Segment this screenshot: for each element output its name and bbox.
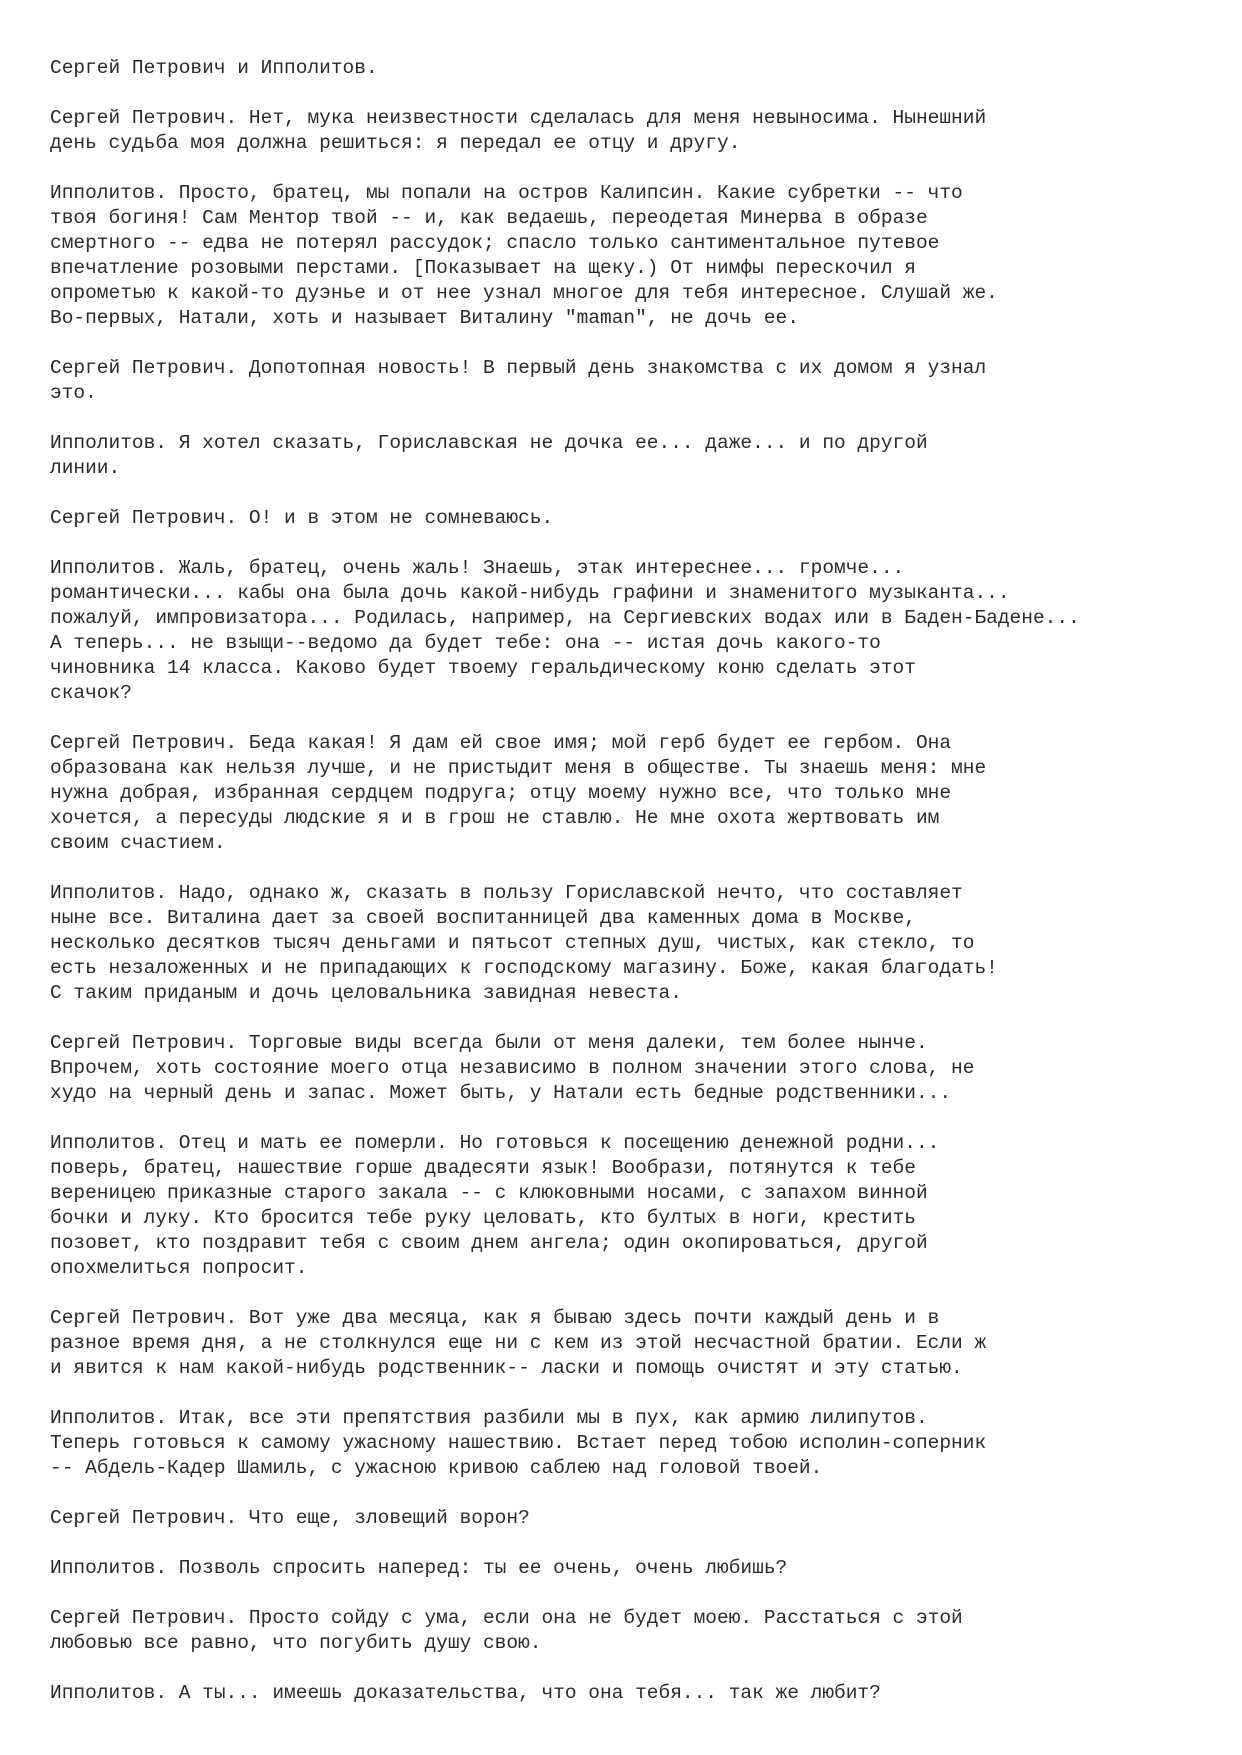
paragraph: Сергей Петрович. Просто сойду с ума, если она не будет моею. Расстаться с этой любовью все равно, что погубить душу свою. (50, 1607, 963, 1654)
paragraph: Ипполитов. Отец и мать ее померли. Но готовься к посещению денежной родни... поверь, братец, нашествие горше двадесяти язык! Вообрази, потянутся к тебе вереницею приказные старого закала -- с клюковными носами, с запахом винной бочки и луку. Кто бросится тебе руку целовать, кто бултых в ноги, крестить позовет, кто поздравит тебя с своим днем ангела; один окопироваться, другой опохмелиться попросит. (50, 1132, 940, 1279)
paragraph: Ипполитов. Надо, однако ж, сказать в пользу Гориславской нечто, что составляет ныне все. Виталина дает за своей воспитанницей два каменных дома в Москве, несколько десятков тысяч деньгами и пятьсот степных душ, чистых, как стекло, то есть незаложенных и не припадающих к господскому магазину. Боже, какая благодать! С таким приданым и дочь целовальника завидная невеста. (50, 882, 998, 1004)
paragraph: Сергей Петрович. Что еще, зловещий ворон? (50, 1507, 530, 1529)
paragraph-heading: Сергей Петрович и Ипполитов. (50, 57, 378, 79)
paragraph: Сергей Петрович. Нет, мука неизвестности сделалась для меня невыносима. Нынешний день судьба моя должна решиться: я передал ее отцу и другу. (50, 107, 987, 154)
paragraph: Ипполитов. А ты... имеешь доказательства, что она тебя... так же любит? (50, 1682, 881, 1704)
paragraph: Ипполитов. Позволь спросить наперед: ты ее очень, очень любишь? (50, 1557, 788, 1579)
paragraph: Ипполитов. Итак, все эти препятствия разбили мы в пух, как армию лилипутов. Теперь готовься к самому ужасному нашествию. Встает перед тобою исполин-соперник -- Абдель-Кадер Шамиль, с ужасною кривою саблею над головой твоей. (50, 1407, 987, 1479)
paragraph: Сергей Петрович. О! и в этом не сомневаюсь. (50, 507, 554, 529)
paragraph: Ипполитов. Просто, братец, мы попали на остров Калипсин. Какие субретки -- что твоя богиня! Сам Ментор твой -- и, как ведаешь, переодетая Минерва в образе смертного -- едва не потерял рассудок; спасло только сантиментальное путевое впечатление розовыми перстами. [Показывает на щеку.) От нимфы перескочил я опрометью к какой-то дуэнье и от нее узнал многое для тебя интересное. Слушай же. Во-первых, Натали, хоть и называет Виталину "maman", не дочь ее. (50, 182, 998, 329)
paragraph: Ипполитов. Жаль, братец, очень жаль! Знаешь, этак интереснее... громче... романтически... кабы она была дочь какой-нибудь графини и знаменитого музыканта... пожалуй, импровизатора... Родилась, например, на Сергиевских водах или в Баден-Бадене... А теперь... не взыщи--ведомо да будет тебе: она -- истая дочь какого-то чиновника 14 класса. Каково будет твоему геральдическому коню сделать этот скачок? (50, 557, 1080, 704)
document-page (50, 56, 1220, 1731)
paragraph: Сергей Петрович. Беда какая! Я дам ей свое имя; мой герб будет ее гербом. Она образована как нельзя лучше, и не пристыдит меня в обществе. Ты знаешь меня: мне нужна добрая, избранная сердцем подруга; отцу моему нужно все, что только мне хочется, а пересуды людские я и в грош не ставлю. Не мне охота жертвовать им своим счастием. (50, 732, 987, 854)
paragraph: Ипполитов. Я хотел сказать, Гориславская не дочка ее... даже... и по другой линии. (50, 432, 928, 479)
paragraph: Сергей Петрович. Торговые виды всегда были от меня далеки, тем более нынче. Впрочем, хоть состояние моего отца независимо в полном значении этого слова, не худо на черный день и запас. Может быть, у Натали есть бедные родственники... (50, 1032, 975, 1104)
paragraph: Сергей Петрович. Вот уже два месяца, как я бываю здесь почти каждый день и в разное время дня, а не столкнулся еще ни с кем из этой несчастной братии. Если ж и явится к нам какой-нибудь родственник-- ласки и помощь очистят и эту статью. (50, 1307, 987, 1379)
paragraph: Сергей Петрович. Допотопная новость! В первый день знакомства с их домом я узнал это. (50, 357, 987, 404)
